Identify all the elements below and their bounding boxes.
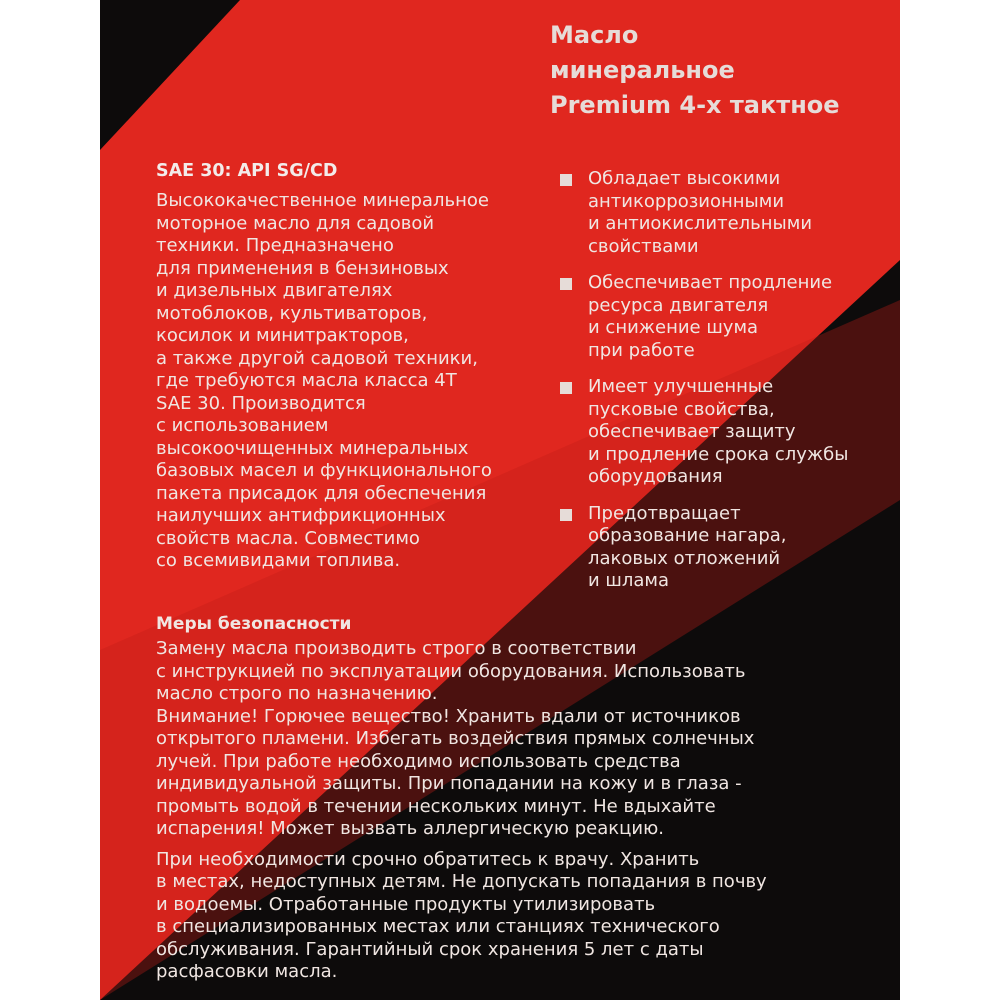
safety-line: расфасовки масла. bbox=[156, 961, 338, 982]
safety-line: промыть водой в течении нескольких минут. Не вдыхайте bbox=[156, 795, 716, 817]
safety-line: Замену масла производить строго в соответствии bbox=[156, 638, 637, 659]
feature-line: ресурса двигателя bbox=[588, 294, 769, 316]
safety-line: и водоемы. Отработанные продукты утилизировать bbox=[156, 893, 656, 915]
description-line: где требуются масла класса 4Т bbox=[156, 370, 457, 391]
safety-line: обслуживания. Гарантийный срок хранения 5 лет с даты bbox=[156, 938, 704, 960]
feature-line: Обладает высокими bbox=[588, 168, 781, 189]
feature-item bbox=[560, 503, 848, 593]
feature-item bbox=[560, 272, 848, 362]
description-line: базовых масел и функционального bbox=[156, 460, 492, 481]
spec-heading: SAE 30: API SG/CD bbox=[156, 161, 338, 181]
feature-text bbox=[588, 376, 848, 489]
feature-line: и снижение шума bbox=[588, 317, 759, 338]
safety-line: испарения! Может вызвать аллергическую реакцию. bbox=[156, 818, 664, 839]
feature-text bbox=[588, 168, 848, 258]
description-line: со всемивидами топлива. bbox=[156, 550, 401, 571]
product-label bbox=[100, 0, 900, 1000]
description-line: моторное масло для садовой bbox=[156, 212, 435, 234]
feature-line: Имеет улучшенные bbox=[588, 376, 774, 397]
description-line: SAE 30. Производится bbox=[156, 392, 366, 414]
title-line: Масло bbox=[550, 21, 639, 49]
feature-line: при работе bbox=[588, 339, 695, 361]
description-line: пакета присадок для обеспечения bbox=[156, 482, 487, 504]
description-line: мотоблоков, культиваторов, bbox=[156, 302, 428, 324]
feature-line: оборудования bbox=[588, 466, 723, 487]
safety-line: лучей. При работе необходимо использовать средства bbox=[156, 750, 681, 772]
safety-line: с инструкцией по эксплуатации оборудования. Использовать bbox=[156, 660, 746, 682]
feature-line: Предотвращает bbox=[588, 502, 741, 524]
title-line: Premium 4-х тактное bbox=[550, 91, 840, 119]
square-bullet-icon bbox=[560, 382, 572, 394]
description-line: для применения в бензиновых bbox=[156, 257, 449, 279]
square-bullet-icon bbox=[560, 278, 572, 290]
title-line: минеральное bbox=[550, 56, 735, 84]
feature-line: обеспечивает защиту bbox=[588, 421, 796, 442]
feature-line: пусковые свойства, bbox=[588, 398, 775, 420]
safety-line: При необходимости срочно обратитесь к врачу. Хранить bbox=[156, 848, 700, 870]
safety-paragraph bbox=[156, 638, 767, 841]
safety-line: масло строго по назначению. bbox=[156, 683, 438, 704]
safety-line: открытого пламени. Избегать воздействия прямых солнечных bbox=[156, 728, 755, 749]
description-line: а также другой садовой техники, bbox=[156, 347, 478, 369]
safety-line: Внимание! Горючее вещество! Хранить вдали от источников bbox=[156, 705, 741, 727]
description-line: наилучших антифрикционных bbox=[156, 505, 446, 526]
square-bullet-icon bbox=[560, 509, 572, 521]
feature-item bbox=[560, 168, 848, 258]
description-line: с использованием bbox=[156, 415, 329, 436]
feature-item bbox=[560, 376, 848, 489]
feature-line: образование нагара, bbox=[588, 525, 787, 546]
square-bullet-icon bbox=[560, 174, 572, 186]
feature-line: и шлама bbox=[588, 570, 670, 591]
safety-heading: Меры безопасности bbox=[156, 614, 352, 634]
description-line: свойств масла. Совместимо bbox=[156, 527, 420, 549]
feature-line: и антиокислительными bbox=[588, 213, 813, 234]
safety-line: в местах, недоступных детям. Не допускать попадания в почву bbox=[156, 871, 767, 892]
description-line: высокоочищенных минеральных bbox=[156, 437, 469, 459]
feature-text bbox=[588, 503, 848, 593]
product-title bbox=[550, 18, 840, 123]
description-line: Высококачественное минеральное bbox=[156, 190, 489, 211]
description-line: и дизельных двигателях bbox=[156, 280, 393, 301]
product-description bbox=[156, 190, 492, 573]
description-line: косилок и минитракторов, bbox=[156, 325, 409, 346]
feature-line: лаковых отложений bbox=[588, 547, 781, 569]
safety-text bbox=[156, 638, 767, 992]
feature-text bbox=[588, 272, 848, 362]
feature-line: свойствами bbox=[588, 235, 699, 257]
safety-line: в специализированных местах или станциях технического bbox=[156, 916, 720, 937]
description-line: техники. Предназначено bbox=[156, 235, 394, 256]
safety-paragraph bbox=[156, 849, 767, 984]
feature-line: Обеспечивает продление bbox=[588, 272, 833, 293]
feature-line: антикоррозионными bbox=[588, 190, 785, 212]
feature-list bbox=[560, 168, 848, 607]
feature-line: и продление срока службы bbox=[588, 443, 849, 465]
safety-line: индивидуальной защиты. При попадании на кожу и в глаза - bbox=[156, 773, 742, 794]
